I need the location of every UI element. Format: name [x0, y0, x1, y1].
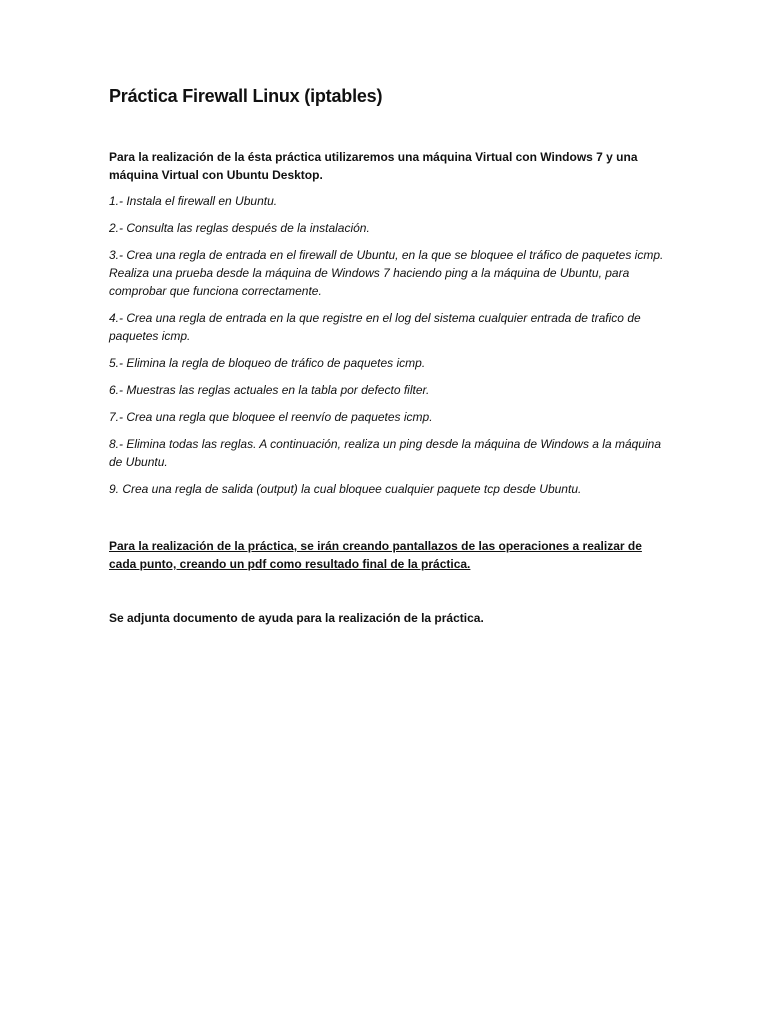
task-item-6: 6.- Muestras las reglas actuales en la tabla por defecto filter. [109, 383, 430, 397]
instructions-note: Para la realización de la práctica, se irán creando pantallazos de las operaciones a realizar de cada punto, creando un pdf como resultado final de la práctica. [109, 539, 642, 571]
task-item-7: 7.- Crea una regla que bloquee el reenvío de paquetes icmp. [109, 410, 433, 424]
task-item-2: 2.- Consulta las reglas después de la instalación. [109, 221, 370, 235]
task-item-9: 9. Crea una regla de salida (output) la cual bloquee cualquier paquete tcp desde Ubuntu. [109, 482, 582, 496]
attachment-note: Se adjunta documento de ayuda para la realización de la práctica. [109, 611, 484, 625]
task-item-1: 1.- Instala el firewall en Ubuntu. [109, 194, 278, 208]
task-item-4: 4.- Crea una regla de entrada en la que registre en el log del sistema cualquier entrada de trafico de paquetes icmp. [109, 311, 641, 343]
intro-paragraph: Para la realización de la ésta práctica utilizaremos una máquina Virtual con Windows 7 y una máquina Virtual con Ubuntu Desktop. [109, 150, 638, 182]
task-item-3: 3.- Crea una regla de entrada en el firewall de Ubuntu, en la que se bloquee el tráfico de paquetes icmp. Realiza una prueba desde la máquina de Windows 7 haciendo ping a la máquina de Ubuntu, para comprobar que funciona correctamente. [109, 248, 664, 298]
task-list [109, 192, 669, 507]
document-title: Práctica Firewall Linux (iptables) [109, 86, 383, 106]
task-item-8: 8.- Elimina todas las reglas. A continuación, realiza un ping desde la máquina de Windows a la máquina de Ubuntu. [109, 437, 661, 469]
task-item-5: 5.- Elimina la regla de bloqueo de tráfico de paquetes icmp. [109, 356, 426, 370]
